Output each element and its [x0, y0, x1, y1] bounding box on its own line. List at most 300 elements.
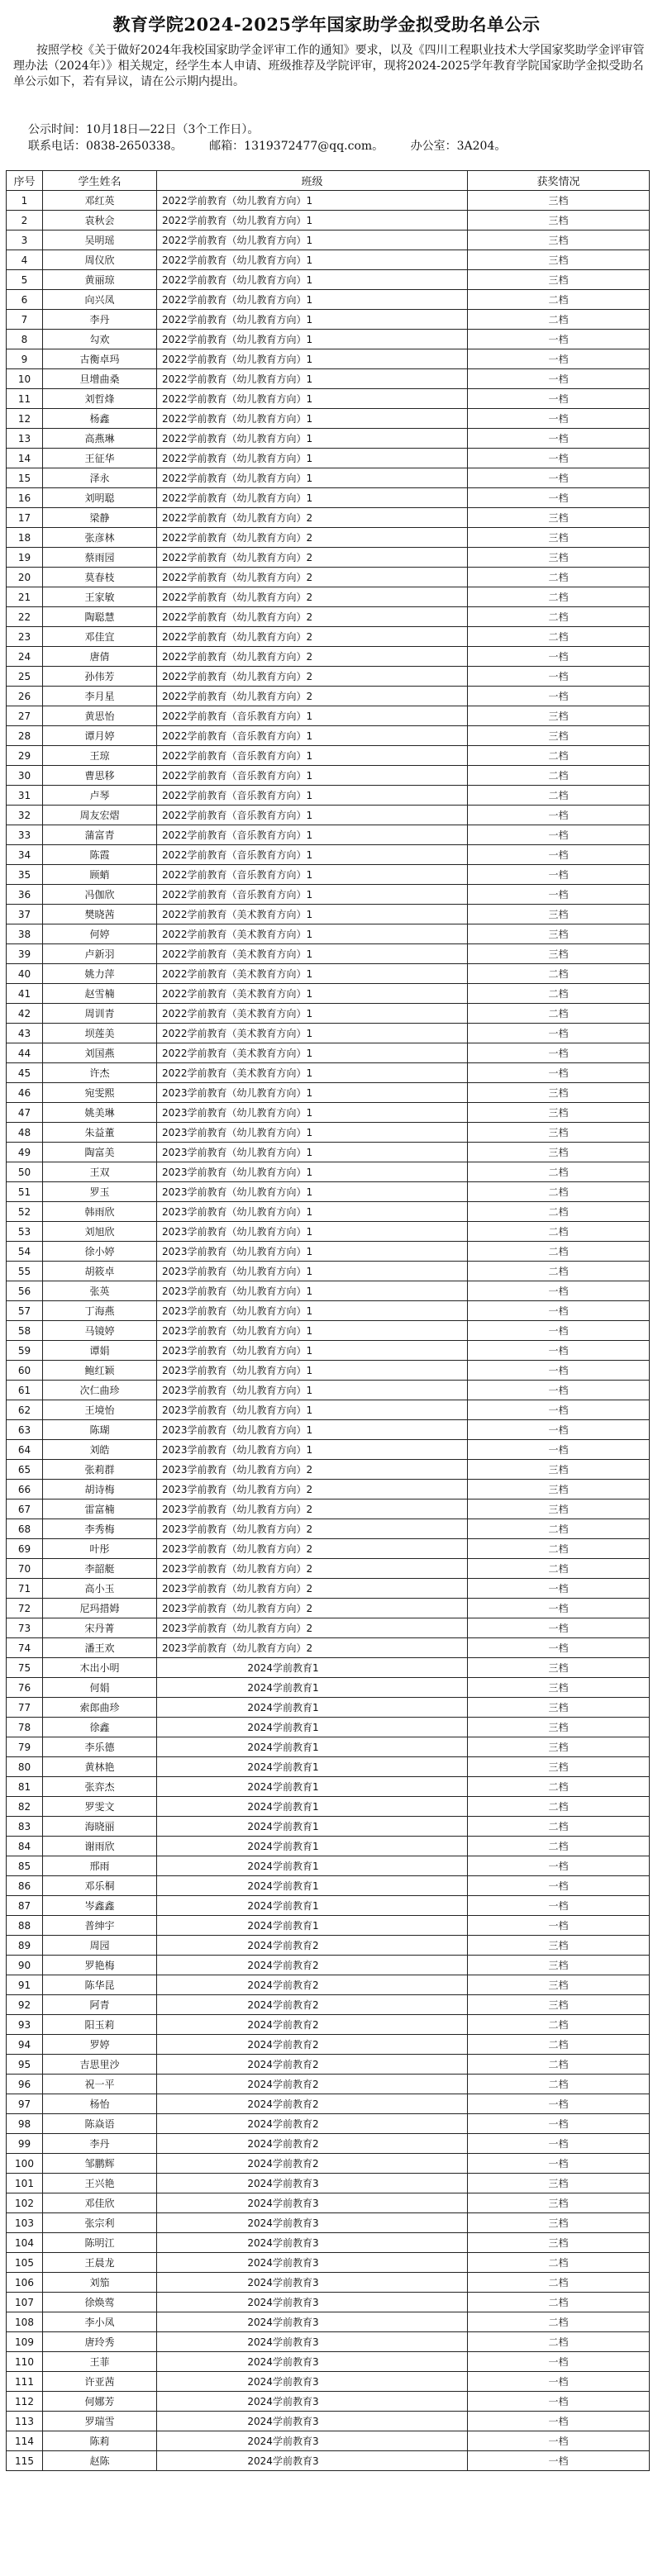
table-row — [7, 1301, 650, 1321]
award-level: 一档 — [468, 1024, 650, 1043]
award-level: 二档 — [468, 1202, 650, 1222]
student-name: 刘笳 — [43, 2273, 157, 2293]
row-index: 107 — [7, 2293, 43, 2312]
class-name: 2023学前教育（幼儿教育方向）2 — [157, 1599, 468, 1618]
class-name: 2024学前教育1 — [157, 1797, 468, 1817]
table-row — [7, 1757, 650, 1777]
row-index: 97 — [7, 2094, 43, 2114]
table-row — [7, 1400, 650, 1420]
student-name: 许亚茜 — [43, 2372, 157, 2392]
student-name: 徐小婷 — [43, 1242, 157, 1262]
student-name: 王家敏 — [43, 587, 157, 607]
award-level: 二档 — [468, 2293, 650, 2312]
row-index: 110 — [7, 2352, 43, 2372]
class-name: 2022学前教育（幼儿教育方向）2 — [157, 627, 468, 647]
student-name: 向兴凤 — [43, 290, 157, 310]
class-name: 2022学前教育（美术教育方向）1 — [157, 944, 468, 964]
table-row — [7, 2352, 650, 2372]
class-name: 2022学前教育（音乐教育方向）1 — [157, 806, 468, 825]
row-index: 109 — [7, 2332, 43, 2352]
class-name: 2023学前教育（幼儿教育方向）1 — [157, 1083, 468, 1103]
row-index: 65 — [7, 1460, 43, 1480]
table-row — [7, 2451, 650, 2471]
class-name: 2023学前教育（幼儿教育方向）2 — [157, 1559, 468, 1579]
award-level: 三档 — [468, 726, 650, 746]
table-row — [7, 2174, 650, 2193]
class-name: 2024学前教育1 — [157, 1876, 468, 1896]
award-level: 二档 — [468, 2035, 650, 2055]
table-row — [7, 1043, 650, 1063]
student-name: 孙伟芳 — [43, 667, 157, 687]
student-name: 陈明江 — [43, 2233, 157, 2253]
table-row — [7, 330, 650, 349]
student-name: 次仁曲珍 — [43, 1381, 157, 1400]
class-name: 2024学前教育2 — [157, 2094, 468, 2114]
student-name: 邓红英 — [43, 191, 157, 211]
row-index: 14 — [7, 449, 43, 468]
award-level: 一档 — [468, 429, 650, 449]
table-row — [7, 1559, 650, 1579]
class-name: 2024学前教育3 — [157, 2293, 468, 2312]
row-index: 114 — [7, 2431, 43, 2451]
row-index: 58 — [7, 1321, 43, 1341]
award-level: 二档 — [468, 1242, 650, 1262]
student-name: 黄林艳 — [43, 1757, 157, 1777]
row-index: 50 — [7, 1162, 43, 1182]
student-name: 何娜芳 — [43, 2392, 157, 2412]
class-name: 2024学前教育2 — [157, 2015, 468, 2035]
class-name: 2024学前教育3 — [157, 2213, 468, 2233]
student-name: 罗婷 — [43, 2035, 157, 2055]
award-level: 二档 — [468, 587, 650, 607]
document-title: 教育学院2024-2025学年国家助学金拟受助名单公示 — [112, 14, 541, 35]
award-level: 一档 — [468, 409, 650, 429]
table-row — [7, 2233, 650, 2253]
award-level: 一档 — [468, 2114, 650, 2134]
award-level: 一档 — [468, 2451, 650, 2471]
row-index: 103 — [7, 2213, 43, 2233]
row-index: 34 — [7, 845, 43, 865]
award-level: 一档 — [468, 825, 650, 845]
row-index: 98 — [7, 2114, 43, 2134]
award-level: 一档 — [468, 1361, 650, 1381]
row-index: 87 — [7, 1896, 43, 1916]
student-name: 唐倩 — [43, 647, 157, 667]
class-name: 2022学前教育（幼儿教育方向）1 — [157, 191, 468, 211]
table-row — [7, 1876, 650, 1896]
award-level: 二档 — [468, 2332, 650, 2352]
class-name: 2022学前教育（音乐教育方向）1 — [157, 746, 468, 766]
row-index: 74 — [7, 1638, 43, 1658]
row-index: 51 — [7, 1182, 43, 1202]
class-name: 2022学前教育（美术教育方向）1 — [157, 1004, 468, 1024]
award-level: 二档 — [468, 2253, 650, 2273]
student-name: 罗玉 — [43, 1182, 157, 1202]
class-name: 2022学前教育（幼儿教育方向）1 — [157, 429, 468, 449]
class-name: 2022学前教育（幼儿教育方向）1 — [157, 310, 468, 330]
table-row — [7, 2094, 650, 2114]
row-index: 39 — [7, 944, 43, 964]
table-row — [7, 905, 650, 924]
class-name: 2024学前教育3 — [157, 2193, 468, 2213]
award-level: 二档 — [468, 2273, 650, 2293]
row-index: 66 — [7, 1480, 43, 1499]
row-index: 27 — [7, 706, 43, 726]
award-level: 三档 — [468, 1936, 650, 1956]
student-name: 宋丹菁 — [43, 1618, 157, 1638]
row-index: 80 — [7, 1757, 43, 1777]
student-name: 丁海燕 — [43, 1301, 157, 1321]
student-name: 海晓丽 — [43, 1817, 157, 1837]
class-name: 2023学前教育（幼儿教育方向）1 — [157, 1381, 468, 1400]
row-index: 2 — [7, 211, 43, 231]
class-name: 2024学前教育3 — [157, 2312, 468, 2332]
row-index: 11 — [7, 389, 43, 409]
row-index: 29 — [7, 746, 43, 766]
class-name: 2024学前教育1 — [157, 1837, 468, 1856]
class-name: 2023学前教育（幼儿教育方向）1 — [157, 1420, 468, 1440]
student-name: 何娟 — [43, 1678, 157, 1698]
row-index: 20 — [7, 568, 43, 587]
table-row — [7, 845, 650, 865]
row-index: 57 — [7, 1301, 43, 1321]
class-name: 2023学前教育（幼儿教育方向）1 — [157, 1281, 468, 1301]
award-level: 一档 — [468, 1341, 650, 1361]
student-name: 叶彤 — [43, 1539, 157, 1559]
award-level: 三档 — [468, 2193, 650, 2213]
table-row — [7, 1599, 650, 1618]
table-row — [7, 1936, 650, 1956]
award-level: 三档 — [468, 548, 650, 568]
table-row — [7, 1539, 650, 1559]
table-row — [7, 1004, 650, 1024]
table-row — [7, 1460, 650, 1480]
class-name: 2024学前教育2 — [157, 2154, 468, 2174]
class-name: 2023学前教育（幼儿教育方向）1 — [157, 1222, 468, 1242]
class-name: 2024学前教育2 — [157, 2114, 468, 2134]
student-name: 谭娟 — [43, 1341, 157, 1361]
award-level: 二档 — [468, 568, 650, 587]
table-row — [7, 1083, 650, 1103]
table-row — [7, 924, 650, 944]
award-level: 一档 — [468, 488, 650, 508]
student-name: 姚美琳 — [43, 1103, 157, 1123]
student-name: 李乐德 — [43, 1737, 157, 1757]
award-level: 三档 — [468, 191, 650, 211]
row-index: 53 — [7, 1222, 43, 1242]
award-level: 三档 — [468, 1143, 650, 1162]
class-name: 2023学前教育（幼儿教育方向）2 — [157, 1579, 468, 1599]
award-level: 三档 — [468, 2174, 650, 2193]
class-name: 2022学前教育（音乐教育方向）1 — [157, 766, 468, 786]
award-level: 三档 — [468, 1658, 650, 1678]
recipient-table — [6, 170, 650, 2471]
award-level: 一档 — [468, 2392, 650, 2412]
student-name: 张英 — [43, 1281, 157, 1301]
table-row — [7, 2392, 650, 2412]
row-index: 43 — [7, 1024, 43, 1043]
student-name: 邓乐桐 — [43, 1876, 157, 1896]
row-index: 24 — [7, 647, 43, 667]
student-name: 王琼 — [43, 746, 157, 766]
award-level: 三档 — [468, 924, 650, 944]
table-row — [7, 1995, 650, 2015]
table-row — [7, 349, 650, 369]
table-row — [7, 885, 650, 905]
table-row — [7, 1063, 650, 1083]
class-name: 2022学前教育（幼儿教育方向）2 — [157, 508, 468, 528]
row-index: 22 — [7, 607, 43, 627]
class-name: 2024学前教育2 — [157, 2134, 468, 2154]
row-index: 68 — [7, 1519, 43, 1539]
class-name: 2024学前教育1 — [157, 1817, 468, 1837]
award-level: 一档 — [468, 1381, 650, 1400]
award-level: 三档 — [468, 1678, 650, 1698]
table-row — [7, 865, 650, 885]
table-row — [7, 1182, 650, 1202]
row-index: 75 — [7, 1658, 43, 1678]
row-index: 28 — [7, 726, 43, 746]
row-index: 67 — [7, 1499, 43, 1519]
class-name: 2024学前教育3 — [157, 2412, 468, 2431]
award-level: 一档 — [468, 806, 650, 825]
table-row — [7, 1321, 650, 1341]
table-row — [7, 1658, 650, 1678]
row-index: 63 — [7, 1420, 43, 1440]
award-level: 一档 — [468, 1599, 650, 1618]
award-level: 一档 — [468, 1420, 650, 1440]
class-name: 2024学前教育1 — [157, 1757, 468, 1777]
class-name: 2024学前教育2 — [157, 1936, 468, 1956]
class-name: 2024学前教育3 — [157, 2332, 468, 2352]
row-index: 54 — [7, 1242, 43, 1262]
student-name: 潘王欢 — [43, 1638, 157, 1658]
row-index: 99 — [7, 2134, 43, 2154]
award-level: 一档 — [468, 2352, 650, 2372]
row-index: 13 — [7, 429, 43, 449]
award-level: 三档 — [468, 2213, 650, 2233]
student-name: 韩雨欣 — [43, 1202, 157, 1222]
award-level: 二档 — [468, 1519, 650, 1539]
row-index: 84 — [7, 1837, 43, 1856]
award-level: 一档 — [468, 468, 650, 488]
award-level: 三档 — [468, 1975, 650, 1995]
row-index: 7 — [7, 310, 43, 330]
row-index: 26 — [7, 687, 43, 706]
award-level: 三档 — [468, 1956, 650, 1975]
student-name: 雷富楠 — [43, 1499, 157, 1519]
contact-phone: 联系电话：0838-2650338。 — [28, 140, 183, 153]
row-index: 8 — [7, 330, 43, 349]
row-index: 19 — [7, 548, 43, 568]
class-name: 2024学前教育2 — [157, 1956, 468, 1975]
student-name: 冯伽欣 — [43, 885, 157, 905]
award-level: 一档 — [468, 1618, 650, 1638]
award-level: 二档 — [468, 1539, 650, 1559]
student-name: 胡筱卓 — [43, 1262, 157, 1281]
class-name: 2023学前教育（幼儿教育方向）1 — [157, 1123, 468, 1143]
row-index: 101 — [7, 2174, 43, 2193]
table-row — [7, 568, 650, 587]
row-index: 95 — [7, 2055, 43, 2075]
row-index: 36 — [7, 885, 43, 905]
student-name: 周友宏熠 — [43, 806, 157, 825]
row-index: 93 — [7, 2015, 43, 2035]
student-name: 李小凤 — [43, 2312, 157, 2332]
table-row — [7, 1638, 650, 1658]
award-level: 二档 — [468, 786, 650, 806]
class-name: 2024学前教育1 — [157, 1856, 468, 1876]
row-index: 4 — [7, 250, 43, 270]
student-name: 刘皓 — [43, 1440, 157, 1460]
table-row — [7, 1618, 650, 1638]
intro-paragraph: 按照学校《关于做好2024年我校国家助学金评审工作的通知》要求，以及《四川工程职业技术大学国家奖助学金评审管理办法（2024年）》相关规定，经学生本人申请、班级推荐及学院评审，现将2024-2025学年教育学院国家助学金拟受助名单公示如下，若有异议，请在公示期内提出。 — [13, 44, 645, 88]
table-row — [7, 1381, 650, 1400]
student-name: 王征华 — [43, 449, 157, 468]
row-index: 55 — [7, 1262, 43, 1281]
table-row — [7, 1817, 650, 1837]
student-name: 陶富美 — [43, 1143, 157, 1162]
class-name: 2024学前教育3 — [157, 2431, 468, 2451]
award-level: 三档 — [468, 1123, 650, 1143]
student-name: 陈瑚 — [43, 1420, 157, 1440]
class-name: 2023学前教育（幼儿教育方向）1 — [157, 1202, 468, 1222]
student-name: 邓佳宜 — [43, 627, 157, 647]
student-name: 周训青 — [43, 1004, 157, 1024]
row-index: 41 — [7, 984, 43, 1004]
table-row — [7, 1896, 650, 1916]
student-name: 坝莲美 — [43, 1024, 157, 1043]
student-name: 刘旭欣 — [43, 1222, 157, 1242]
row-index: 31 — [7, 786, 43, 806]
class-name: 2022学前教育（幼儿教育方向）1 — [157, 349, 468, 369]
table-row — [7, 1916, 650, 1936]
table-row — [7, 806, 650, 825]
class-name: 2024学前教育2 — [157, 1975, 468, 1995]
row-index: 30 — [7, 766, 43, 786]
row-index: 18 — [7, 528, 43, 548]
award-level: 三档 — [468, 1083, 650, 1103]
class-name: 2022学前教育（幼儿教育方向）1 — [157, 409, 468, 429]
row-index: 86 — [7, 1876, 43, 1896]
student-name: 李丹 — [43, 310, 157, 330]
class-name: 2022学前教育（幼儿教育方向）2 — [157, 607, 468, 627]
class-name: 2024学前教育3 — [157, 2392, 468, 2412]
row-index: 102 — [7, 2193, 43, 2213]
award-level: 一档 — [468, 2154, 650, 2174]
table-row — [7, 429, 650, 449]
student-name: 黄思怡 — [43, 706, 157, 726]
student-name: 李月星 — [43, 687, 157, 706]
student-name: 朱益董 — [43, 1123, 157, 1143]
row-index: 56 — [7, 1281, 43, 1301]
award-level: 三档 — [468, 1480, 650, 1499]
row-index: 21 — [7, 587, 43, 607]
student-name: 赵陈 — [43, 2451, 157, 2471]
award-level: 一档 — [468, 687, 650, 706]
row-index: 37 — [7, 905, 43, 924]
row-index: 90 — [7, 1956, 43, 1975]
table-row — [7, 191, 650, 211]
table-row — [7, 746, 650, 766]
class-name: 2022学前教育（美术教育方向）1 — [157, 964, 468, 984]
student-name: 刘哲烽 — [43, 389, 157, 409]
row-index: 35 — [7, 865, 43, 885]
award-level: 二档 — [468, 1797, 650, 1817]
class-name: 2022学前教育（音乐教育方向）1 — [157, 885, 468, 905]
table-row — [7, 1837, 650, 1856]
table-row — [7, 1143, 650, 1162]
table-row — [7, 1698, 650, 1718]
class-name: 2024学前教育1 — [157, 1658, 468, 1678]
class-name: 2024学前教育2 — [157, 2035, 468, 2055]
award-level: 二档 — [468, 1817, 650, 1837]
award-level: 二档 — [468, 2055, 650, 2075]
award-level: 二档 — [468, 1262, 650, 1281]
class-name: 2023学前教育（幼儿教育方向）1 — [157, 1440, 468, 1460]
class-name: 2023学前教育（幼儿教育方向）1 — [157, 1162, 468, 1182]
award-level: 二档 — [468, 607, 650, 627]
table-row — [7, 2134, 650, 2154]
class-name: 2023学前教育（幼儿教育方向）1 — [157, 1301, 468, 1321]
table-row — [7, 250, 650, 270]
header-index: 序号 — [7, 171, 43, 191]
row-index: 33 — [7, 825, 43, 845]
class-name: 2024学前教育1 — [157, 1698, 468, 1718]
student-name: 古衡卓玛 — [43, 349, 157, 369]
table-row — [7, 1420, 650, 1440]
header-award: 获奖情况 — [468, 171, 650, 191]
table-row — [7, 1856, 650, 1876]
class-name: 2024学前教育1 — [157, 1718, 468, 1737]
table-row — [7, 290, 650, 310]
student-name: 杨怡 — [43, 2094, 157, 2114]
award-level: 二档 — [468, 964, 650, 984]
row-index: 105 — [7, 2253, 43, 2273]
class-name: 2023学前教育（幼儿教育方向）2 — [157, 1638, 468, 1658]
class-name: 2022学前教育（幼儿教育方向）2 — [157, 687, 468, 706]
award-level: 一档 — [468, 1440, 650, 1460]
table-row — [7, 766, 650, 786]
class-name: 2022学前教育（音乐教育方向）1 — [157, 845, 468, 865]
student-name: 唐玲秀 — [43, 2332, 157, 2352]
student-name: 吉思里沙 — [43, 2055, 157, 2075]
table-row — [7, 627, 650, 647]
table-body — [7, 191, 650, 2471]
class-name: 2022学前教育（幼儿教育方向）2 — [157, 528, 468, 548]
student-name: 杨鑫 — [43, 409, 157, 429]
award-level: 一档 — [468, 865, 650, 885]
award-level: 三档 — [468, 528, 650, 548]
award-level: 二档 — [468, 1162, 650, 1182]
class-name: 2023学前教育（幼儿教育方向）1 — [157, 1103, 468, 1123]
table-row — [7, 1242, 650, 1262]
class-name: 2022学前教育（幼儿教育方向）1 — [157, 389, 468, 409]
table-row — [7, 1361, 650, 1381]
row-index: 49 — [7, 1143, 43, 1162]
table-row — [7, 2412, 650, 2431]
row-index: 48 — [7, 1123, 43, 1143]
student-name: 许杰 — [43, 1063, 157, 1083]
table-row — [7, 1777, 650, 1797]
table-row — [7, 647, 650, 667]
class-name: 2022学前教育（幼儿教育方向）1 — [157, 369, 468, 389]
student-name: 顾蛸 — [43, 865, 157, 885]
award-level: 二档 — [468, 746, 650, 766]
row-index: 32 — [7, 806, 43, 825]
student-name: 黄丽琼 — [43, 270, 157, 290]
class-name: 2023学前教育（幼儿教育方向）1 — [157, 1361, 468, 1381]
